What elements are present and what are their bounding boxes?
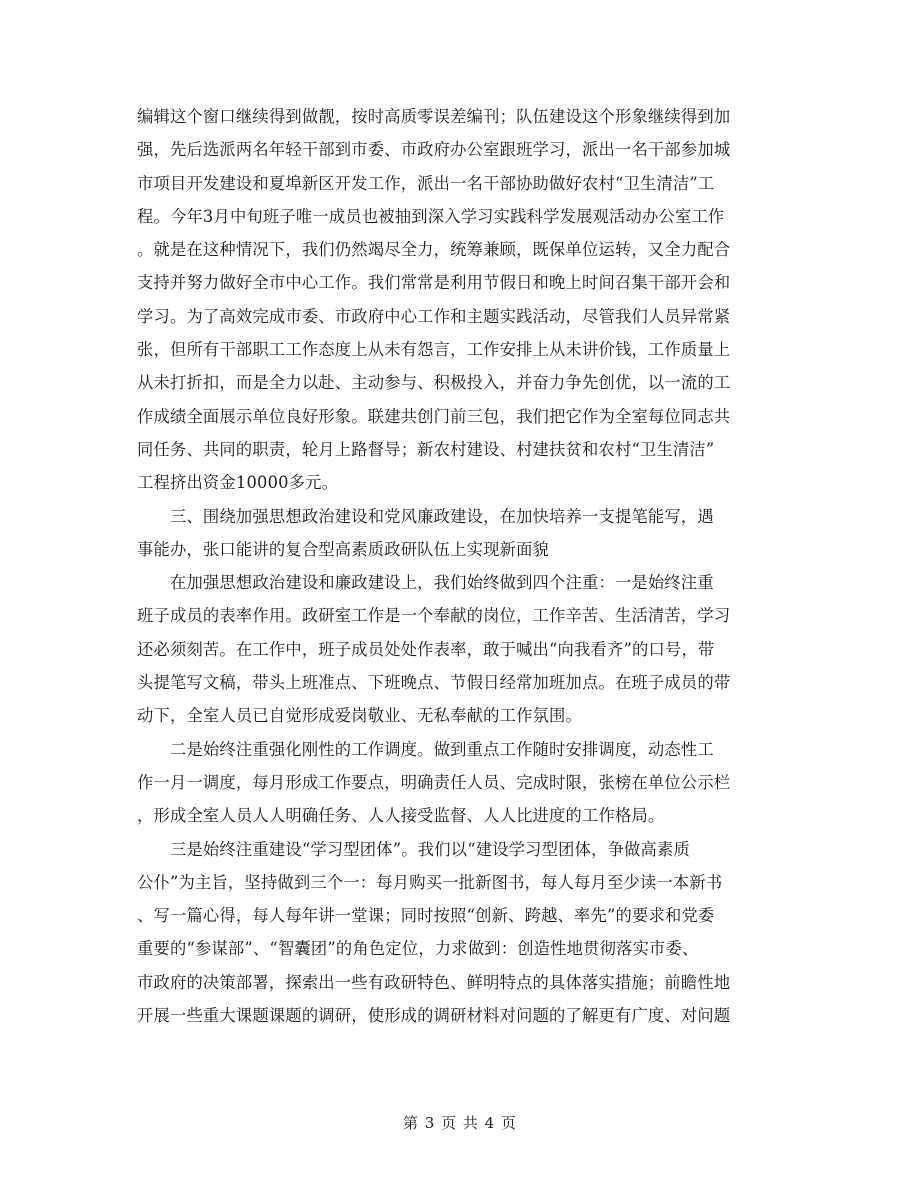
text-line: 还必须刻苦。在工作中，班子成员处处作表率，敢于喊出“向我看齐”的口号，带	[137, 639, 715, 659]
text-line: 头提笔写文稿，带头上班准点、下班晚点、节假日经常加班加点。在班子成员的带	[137, 673, 731, 693]
text-line: 程。今年3月中旬班子唯一成员也被抽到深入学习实践科学发展观活动办公室工作	[137, 206, 725, 226]
document-body	[137, 100, 787, 1032]
page-number-footer: 第 3 页 共 4 页	[403, 1114, 517, 1132]
text-line: 三是始终注重建设“学习型团体”。我们以“建设学习型团体，争做高素质	[137, 839, 690, 859]
text-line: 。就是在这种情况下，我们仍然竭尽全力，统筹兼顾，既保单位运转，又全力配合	[137, 240, 731, 260]
text-line: 工程挤出资金10000多元。	[137, 473, 339, 493]
text-line: 二是始终注重强化刚性的工作调度。做到重点工作随时安排调度，动态性工	[137, 739, 714, 759]
text-line: ，形成全室人员人人明确任务、人人接受监督、人人比进度的工作格局。	[137, 806, 665, 826]
text-line: 同任务、共同的职责，轮月上路督导；新农村建设、村建扶贫和农村“卫生清洁”	[137, 439, 715, 459]
text-line: 班子成员的表率作用。政研室工作是一个奉献的岗位，工作辛苦、生活清苦，学习	[137, 606, 731, 626]
text-line: 在加强思想政治建设和廉政建设上，我们始终做到四个注重：一是始终注重	[137, 573, 714, 593]
text-line: 事能办，张口能讲的复合型高素质政研队伍上实现新面貌	[137, 539, 550, 559]
text-line: 市项目开发建设和夏埠新区开发工作，派出一名干部协助做好农村“卫生清洁”工	[137, 173, 715, 193]
text-line: 动下，全室人员已自觉形成爱岗敬业、无私奉献的工作氛围。	[137, 706, 582, 726]
text-line: 支持并努力做好全市中心工作。我们常常是利用节假日和晚上时间召集干部开会和	[137, 273, 731, 293]
text-line: 市政府的决策部署，探索出一些有政研特色、鲜明特点的具体落实措施；前瞻性地	[137, 972, 731, 992]
text-line: 编辑这个窗口继续得到做靓，按时高质零误差编刊；队伍建设这个形象继续得到加	[137, 107, 731, 126]
text-line: 作一月一调度，每月形成工作要点，明确责任人员、完成时限，张榜在单位公示栏	[137, 772, 731, 792]
text-line: 、写一篇心得，每人每年讲一堂课；同时按照“创新、跨越、率先”的要求和党委	[137, 906, 715, 926]
text-line: 开展一些重大课题课题的调研，使形成的调研材料对问题的了解更有广度、对问题	[137, 1006, 731, 1026]
text-line: 强，先后选派两名年轻干部到市委、市政府办公室跟班学习，派出一名干部参加城	[137, 140, 731, 160]
text-line: 公仆”为主旨，坚持做到三个一：每月购买一批新图书，每人每月至少读一本新书	[137, 872, 723, 892]
text-line: 张，但所有干部职工工作态度上从未有怨言，工作安排上从未讲价钱，工作质量上	[137, 340, 731, 360]
text-line: 三、围绕加强思想政治建设和党风廉政建设，在加快培养一支提笔能写，遇	[137, 506, 714, 526]
text-line: 作成绩全面展示单位良好形象。联建共创门前三包，我们把它作为全室每位同志共	[137, 406, 731, 426]
text-line: 重要的“参谋部”、“智囊团”的角色定位，力求做到：创造性地贯彻落实市委、	[137, 939, 699, 959]
text-line: 学习。为了高效完成市委、市政府中心工作和主题实践活动，尽管我们人员异常紧	[137, 306, 731, 326]
text-line: 从未打折扣，而是全力以赴、主动参与、积极投入，并奋力争先创优，以一流的工	[137, 373, 731, 393]
